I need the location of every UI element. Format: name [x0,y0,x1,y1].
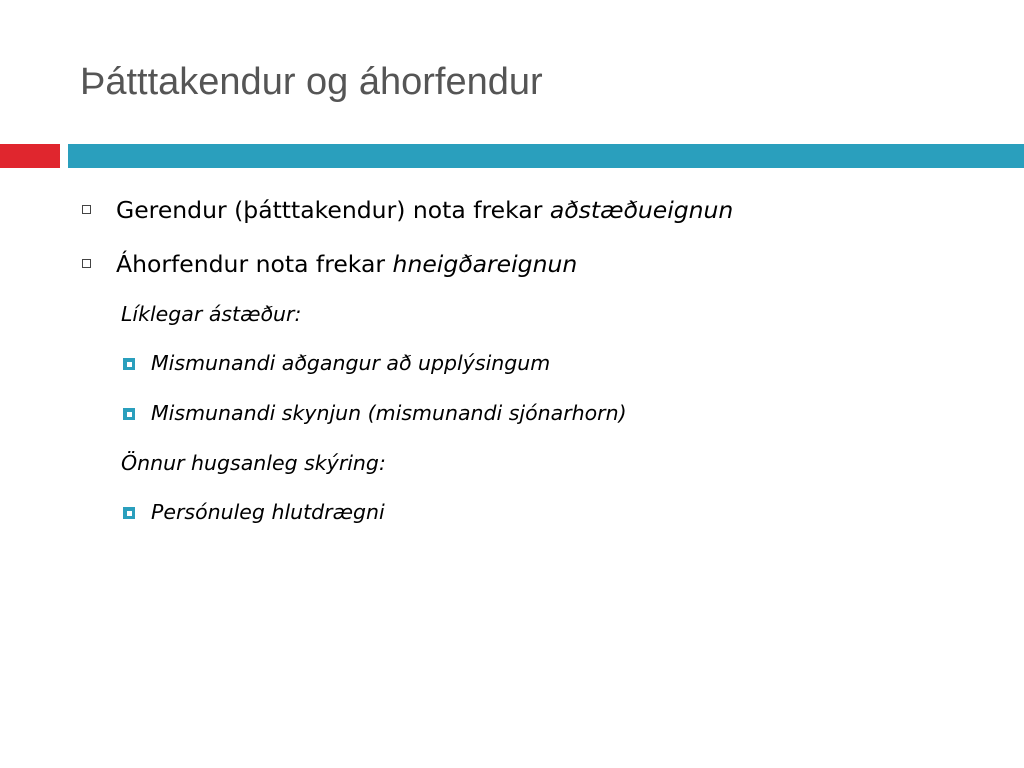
filled-square-bullet-icon [123,408,135,420]
subheading: Líklegar ástæður: [121,302,302,326]
bullet-text: Gerendur (þátttakendur) nota frekar aðstæðueignun [116,196,734,224]
filled-square-bullet-icon [123,358,135,370]
bullet-text: Áhorfendur nota frekar hneigðareignun [116,250,578,278]
slide-title: Þátttakendur og áhorfendur [80,61,543,103]
bullet-emphasis: hneigðareignun [392,250,578,278]
hollow-square-bullet-icon [82,259,91,268]
hollow-square-bullet-icon [82,205,91,214]
sub-bullet-text: Mismunandi skynjun (mismunandi sjónarhorn) [151,401,627,425]
subheading: Önnur hugsanleg skýring: [121,451,386,475]
sub-bullet-text: Mismunandi aðgangur að upplýsingum [151,351,551,375]
bullet-emphasis: aðstæðueignun [549,196,734,224]
sub-bullet-text: Persónuleg hlutdrægni [151,500,385,524]
filled-square-bullet-icon [123,507,135,519]
